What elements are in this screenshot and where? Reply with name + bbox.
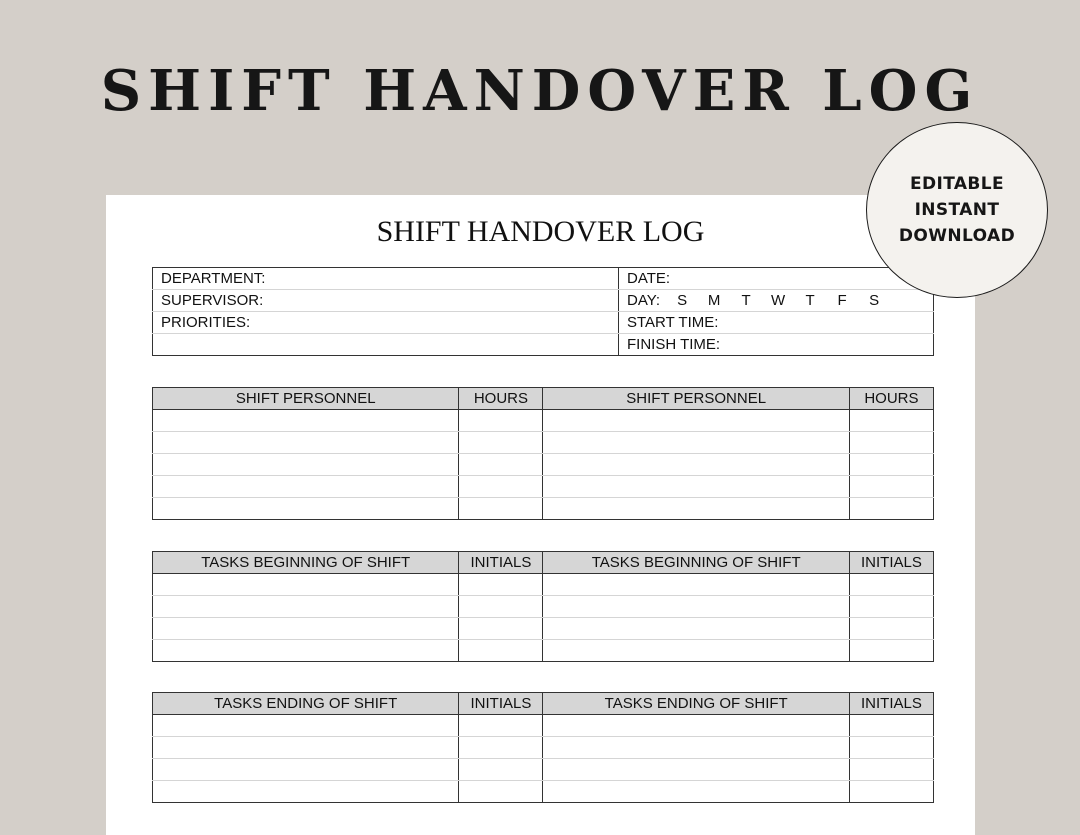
entry-cell[interactable] <box>849 715 933 737</box>
entry-cell[interactable] <box>849 781 933 803</box>
entry-cell[interactable] <box>849 759 933 781</box>
entry-cell[interactable] <box>459 476 543 498</box>
banner-title: SHIFT HANDOVER LOG <box>100 58 980 124</box>
department-field[interactable]: DEPARTMENT: <box>153 268 619 290</box>
table-row <box>153 410 934 432</box>
entry-cell[interactable] <box>543 640 849 662</box>
entry-cell[interactable] <box>153 476 459 498</box>
entry-cell[interactable] <box>459 498 543 520</box>
entry-cell[interactable] <box>459 640 543 662</box>
entry-cell[interactable] <box>459 737 543 759</box>
day-letter-wed[interactable]: W <box>770 292 786 309</box>
entry-cell[interactable] <box>153 640 459 662</box>
entry-cell[interactable] <box>153 737 459 759</box>
day-letter-fri[interactable]: F <box>837 292 847 309</box>
entry-cell[interactable] <box>849 454 933 476</box>
entry-cell[interactable] <box>543 498 849 520</box>
day-letters <box>666 292 890 309</box>
entry-cell[interactable] <box>153 759 459 781</box>
table-row <box>153 476 934 498</box>
entry-cell[interactable] <box>543 574 849 596</box>
finish-time-field[interactable]: FINISH TIME: <box>627 336 721 353</box>
table-row <box>153 618 934 640</box>
entry-cell[interactable] <box>459 410 543 432</box>
entry-cell[interactable] <box>459 432 543 454</box>
table-row <box>153 759 934 781</box>
badge-line: INSTANT <box>914 200 1000 220</box>
entry-cell[interactable] <box>153 574 459 596</box>
column-header: HOURS <box>459 388 543 410</box>
priorities-field[interactable]: PRIORITIES: <box>153 312 619 334</box>
entry-cell[interactable] <box>543 432 849 454</box>
entry-cell[interactable] <box>459 759 543 781</box>
entry-cell[interactable] <box>849 432 933 454</box>
day-label: DAY: <box>627 292 661 309</box>
column-header: HOURS <box>849 388 933 410</box>
day-letter-tue[interactable]: T <box>741 292 751 309</box>
table-row <box>153 498 934 520</box>
entry-cell[interactable] <box>849 640 933 662</box>
column-header: SHIFT PERSONNEL <box>153 388 459 410</box>
entry-cell[interactable] <box>459 596 543 618</box>
entry-cell[interactable] <box>543 781 849 803</box>
date-field[interactable]: DATE: <box>619 268 934 290</box>
day-letter-thu[interactable]: T <box>805 292 815 309</box>
tasks-beginning-table <box>152 551 934 662</box>
column-header: TASKS ENDING OF SHIFT <box>153 693 459 715</box>
day-field[interactable] <box>619 290 934 312</box>
sheet-title: SHIFT HANDOVER LOG <box>376 215 705 248</box>
column-header: INITIALS <box>459 552 543 574</box>
entry-cell[interactable] <box>153 715 459 737</box>
entry-cell[interactable] <box>459 781 543 803</box>
entry-cell[interactable] <box>849 574 933 596</box>
entry-cell[interactable] <box>543 410 849 432</box>
column-header: TASKS BEGINNING OF SHIFT <box>543 552 849 574</box>
entry-cell[interactable] <box>849 476 933 498</box>
entry-cell[interactable] <box>543 454 849 476</box>
entry-cell[interactable] <box>153 410 459 432</box>
info-table <box>152 267 934 356</box>
entry-cell[interactable] <box>459 574 543 596</box>
entry-cell[interactable] <box>849 737 933 759</box>
entry-cell[interactable] <box>543 715 849 737</box>
day-letter-sat[interactable]: S <box>869 292 880 309</box>
table-row <box>153 737 934 759</box>
entry-cell[interactable] <box>543 737 849 759</box>
column-header: SHIFT PERSONNEL <box>543 388 849 410</box>
log-sheet <box>106 195 975 835</box>
day-letter-mon[interactable]: M <box>707 292 721 309</box>
entry-cell[interactable] <box>849 498 933 520</box>
personnel-table <box>152 387 934 520</box>
entry-cell[interactable] <box>459 618 543 640</box>
table-row <box>153 454 934 476</box>
start-time-field[interactable]: START TIME: <box>619 312 934 334</box>
entry-cell[interactable] <box>153 498 459 520</box>
entry-cell[interactable] <box>543 618 849 640</box>
table-row <box>153 574 934 596</box>
table-row <box>153 781 934 803</box>
priorities-continuation-field[interactable] <box>153 334 619 356</box>
entry-cell[interactable] <box>153 454 459 476</box>
editable-download-badge <box>866 122 1048 298</box>
table-row <box>153 715 934 737</box>
entry-cell[interactable] <box>153 781 459 803</box>
column-header: INITIALS <box>849 693 933 715</box>
entry-cell[interactable] <box>543 596 849 618</box>
column-header: INITIALS <box>849 552 933 574</box>
entry-cell[interactable] <box>543 476 849 498</box>
entry-cell[interactable] <box>849 596 933 618</box>
column-header: INITIALS <box>459 693 543 715</box>
badge-line: EDITABLE <box>909 174 1005 194</box>
entry-cell[interactable] <box>153 618 459 640</box>
entry-cell[interactable] <box>849 410 933 432</box>
entry-cell[interactable] <box>153 596 459 618</box>
table-row <box>153 640 934 662</box>
day-letter-sun[interactable]: S <box>677 292 688 309</box>
column-header: TASKS BEGINNING OF SHIFT <box>153 552 459 574</box>
entry-cell[interactable] <box>459 715 543 737</box>
column-header: TASKS ENDING OF SHIFT <box>543 693 849 715</box>
entry-cell[interactable] <box>459 454 543 476</box>
table-row <box>153 432 934 454</box>
badge-line: DOWNLOAD <box>898 226 1016 246</box>
entry-cell[interactable] <box>849 618 933 640</box>
entry-cell[interactable] <box>153 432 459 454</box>
supervisor-field[interactable]: SUPERVISOR: <box>153 290 619 312</box>
entry-cell[interactable] <box>543 759 849 781</box>
tasks-ending-table <box>152 692 934 803</box>
table-row <box>153 596 934 618</box>
